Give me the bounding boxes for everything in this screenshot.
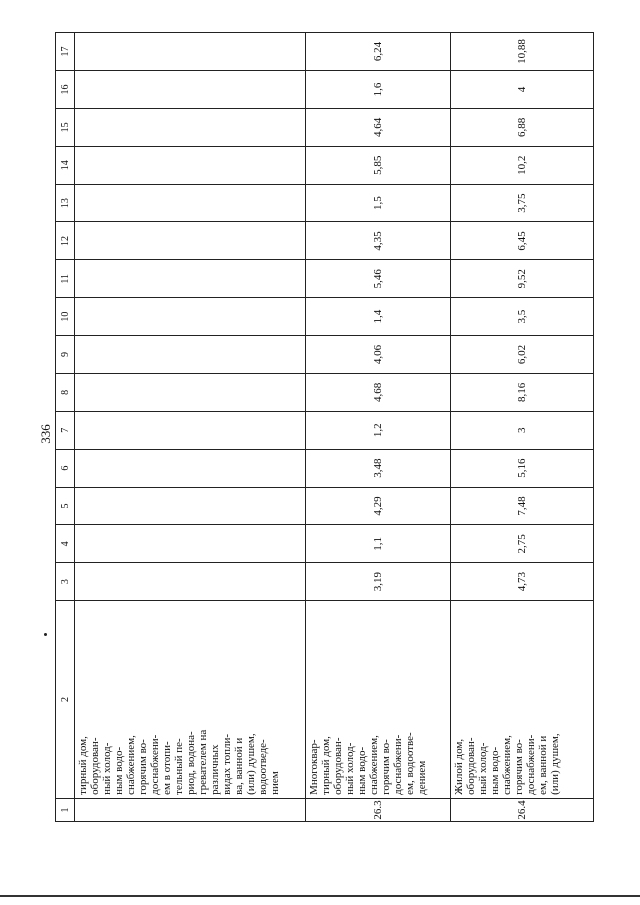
table-row <box>451 33 594 822</box>
value-cell <box>75 336 306 374</box>
value-cell: 4,68 <box>306 373 451 411</box>
page-number: 336 <box>38 424 53 444</box>
value-cell: 10,88 <box>451 33 594 71</box>
value-cell: 3,5 <box>451 298 594 336</box>
header-cell: 14 <box>56 146 75 184</box>
value-cell: 4 <box>451 71 594 109</box>
row-id-cell <box>75 798 306 821</box>
value-cell: 5,85 <box>306 146 451 184</box>
value-cell <box>75 71 306 109</box>
row-description-cell: тирный дом, оборудован- ный холод- ным водо- снабжением, горячим во- доснабжени- ем в отопи- тельный пе- риод, водона- гревателем на различных видах топли- ва, ванной и (или) душем, водоотведе- нием <box>75 601 306 799</box>
value-cell: 5,16 <box>451 449 594 487</box>
row-description-cell: Многоквар- тирный дом, оборудован- ный холод- ным водо- снабжением, горячим во- доснабжени- ем, водоотве- дением <box>306 601 451 799</box>
value-cell <box>75 563 306 601</box>
row-id-cell: 26.4 <box>451 798 594 821</box>
header-cell: 8 <box>56 373 75 411</box>
value-cell: 3,75 <box>451 184 594 222</box>
row-description-cell: Жилой дом, оборудован- ный холод- ным водо- снабжением, горячим во- доснабжени- ем, ванной и (или) душем, <box>451 601 594 799</box>
header-cell: 1 <box>56 798 75 821</box>
value-cell <box>75 487 306 525</box>
value-cell <box>75 449 306 487</box>
header-cell: 10 <box>56 298 75 336</box>
header-cell: 12 <box>56 222 75 260</box>
value-cell: 3 <box>451 411 594 449</box>
value-cell <box>75 525 306 563</box>
rotated-table-container <box>55 32 577 822</box>
value-cell: 4,06 <box>306 336 451 374</box>
value-cell: 1,6 <box>306 71 451 109</box>
header-cell: 7 <box>56 411 75 449</box>
value-cell: 4,64 <box>306 108 451 146</box>
value-cell: 5,46 <box>306 260 451 298</box>
row-id-cell: 26.3 <box>306 798 451 821</box>
tariff-table <box>55 32 594 822</box>
header-cell: 9 <box>56 336 75 374</box>
value-cell: 6,88 <box>451 108 594 146</box>
value-cell <box>75 373 306 411</box>
value-cell: 1,1 <box>306 525 451 563</box>
value-cell: 4,29 <box>306 487 451 525</box>
value-cell: 6,02 <box>451 336 594 374</box>
value-cell <box>75 411 306 449</box>
value-cell: 9,52 <box>451 260 594 298</box>
header-row <box>56 33 75 822</box>
header-cell: 5 <box>56 487 75 525</box>
header-cell: 6 <box>56 449 75 487</box>
value-cell <box>75 184 306 222</box>
value-cell <box>75 33 306 71</box>
header-cell: 4 <box>56 525 75 563</box>
value-cell: 2,75 <box>451 525 594 563</box>
table-rotation-frame <box>55 32 577 822</box>
value-cell: 7,48 <box>451 487 594 525</box>
value-cell: 4,35 <box>306 222 451 260</box>
value-cell <box>75 298 306 336</box>
header-cell: 17 <box>56 33 75 71</box>
value-cell <box>75 108 306 146</box>
value-cell <box>75 260 306 298</box>
value-cell: 8,16 <box>451 373 594 411</box>
header-cell: 15 <box>56 108 75 146</box>
value-cell <box>75 146 306 184</box>
value-cell: 3,19 <box>306 563 451 601</box>
value-cell: 1,2 <box>306 411 451 449</box>
header-cell: 16 <box>56 71 75 109</box>
value-cell: 6,24 <box>306 33 451 71</box>
header-cell: 13 <box>56 184 75 222</box>
table-row <box>306 33 451 822</box>
value-cell: 1,4 <box>306 298 451 336</box>
value-cell: 1,5 <box>306 184 451 222</box>
table-row <box>75 33 306 822</box>
value-cell: 6,45 <box>451 222 594 260</box>
header-cell: 2 <box>56 601 75 799</box>
value-cell: 4,73 <box>451 563 594 601</box>
scan-speck <box>44 633 47 636</box>
header-cell: 3 <box>56 563 75 601</box>
header-cell: 11 <box>56 260 75 298</box>
value-cell: 10,2 <box>451 146 594 184</box>
bottom-rule <box>0 895 640 897</box>
value-cell: 3,48 <box>306 449 451 487</box>
value-cell <box>75 222 306 260</box>
